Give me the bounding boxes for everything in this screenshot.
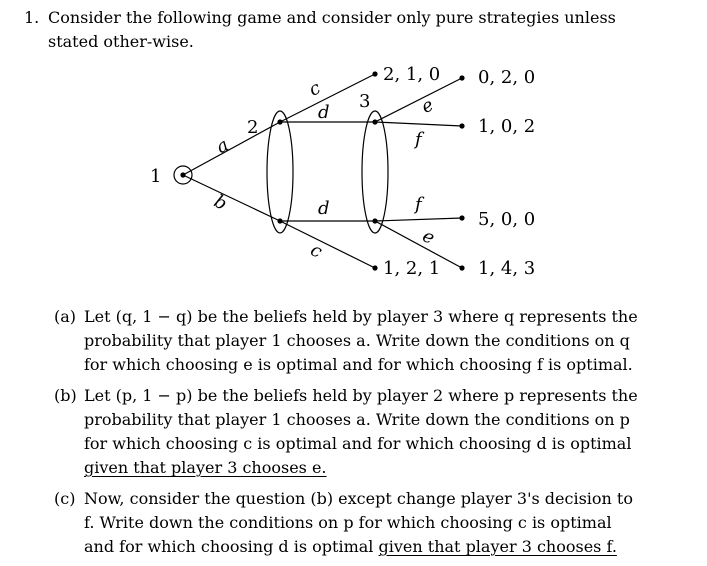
node-p2-top [277,119,282,124]
payoff-adf: 1, 0, 2 [478,116,536,137]
part-c-underlined: given that player 3 chooses f. [378,537,617,556]
edge-f-top [375,122,462,126]
edge-c-bottom [280,221,375,268]
payoff-ac: 2, 1, 0 [383,64,441,85]
edge-a [183,122,280,175]
action-f-top-label: f [415,129,422,150]
node-p3-bottom [372,218,377,223]
player-2-label: 2 [247,117,259,138]
player-3-label: 3 [359,91,371,112]
part-b-text: Let (p, 1 − p) be the beliefs held by player 2 where p represents the probability that player 1 chooses a. Write down the conditions on p for which choosing c is optimal and for which choosing d is optimal [84,386,638,453]
payoff-bc: 1, 2, 1 [383,258,441,279]
terminal-bc [372,265,377,270]
terminal-bdf [459,215,464,220]
edge-f-bottom [375,218,462,221]
action-e-top-label: e [418,94,437,118]
action-c-bottom-label: c [307,239,326,263]
node-p2-bottom [277,218,282,223]
action-a-label: a [212,134,233,159]
action-d-top-label: d [318,102,330,123]
terminal-bde [459,265,464,270]
node-p3-top [372,119,377,124]
part-a [54,305,639,377]
action-c-top-label: c [305,77,324,101]
terminal-ac [372,71,377,76]
part-c-text: Now, consider the question (b) except change player 3's decision to f. Write down the conditions on p for which choosing c is optimal and for which choosing d is optimal [84,489,633,556]
part-b-underlined: given that player 3 chooses e. [84,458,327,477]
part-b [54,384,639,480]
part-c [54,487,639,559]
problem-intro: Consider the following game and consider only pure strategies unless stated other-wise. [48,8,616,51]
action-b-label: b [210,190,231,215]
info-set-player-2 [267,111,293,233]
action-f-bottom-label: f [415,194,422,215]
action-d-bottom-label: d [318,198,330,219]
terminal-adf [459,123,464,128]
payoff-ade: 0, 2, 0 [478,67,536,88]
action-e-bottom-label: e [419,225,438,249]
part-a-text: Let (q, 1 − q) be the beliefs held by player 3 where q represents the probability that player 1 chooses a. Write down the conditions on q for which choosing e is optimal and for which choosing f is optimal. [84,307,638,374]
question-parts [54,305,639,566]
part-c-label: (c) [54,489,76,508]
root-node [180,172,185,177]
part-a-label: (a) [54,307,77,326]
payoff-bdf: 5, 0, 0 [478,209,536,230]
player-1-label: 1 [150,166,162,187]
part-b-label: (b) [54,386,77,405]
terminal-ade [459,75,464,80]
payoff-bde: 1, 4, 3 [478,258,536,279]
edge-b [183,175,280,221]
info-set-player-3 [362,111,388,233]
problem-number: 1. [24,8,40,27]
